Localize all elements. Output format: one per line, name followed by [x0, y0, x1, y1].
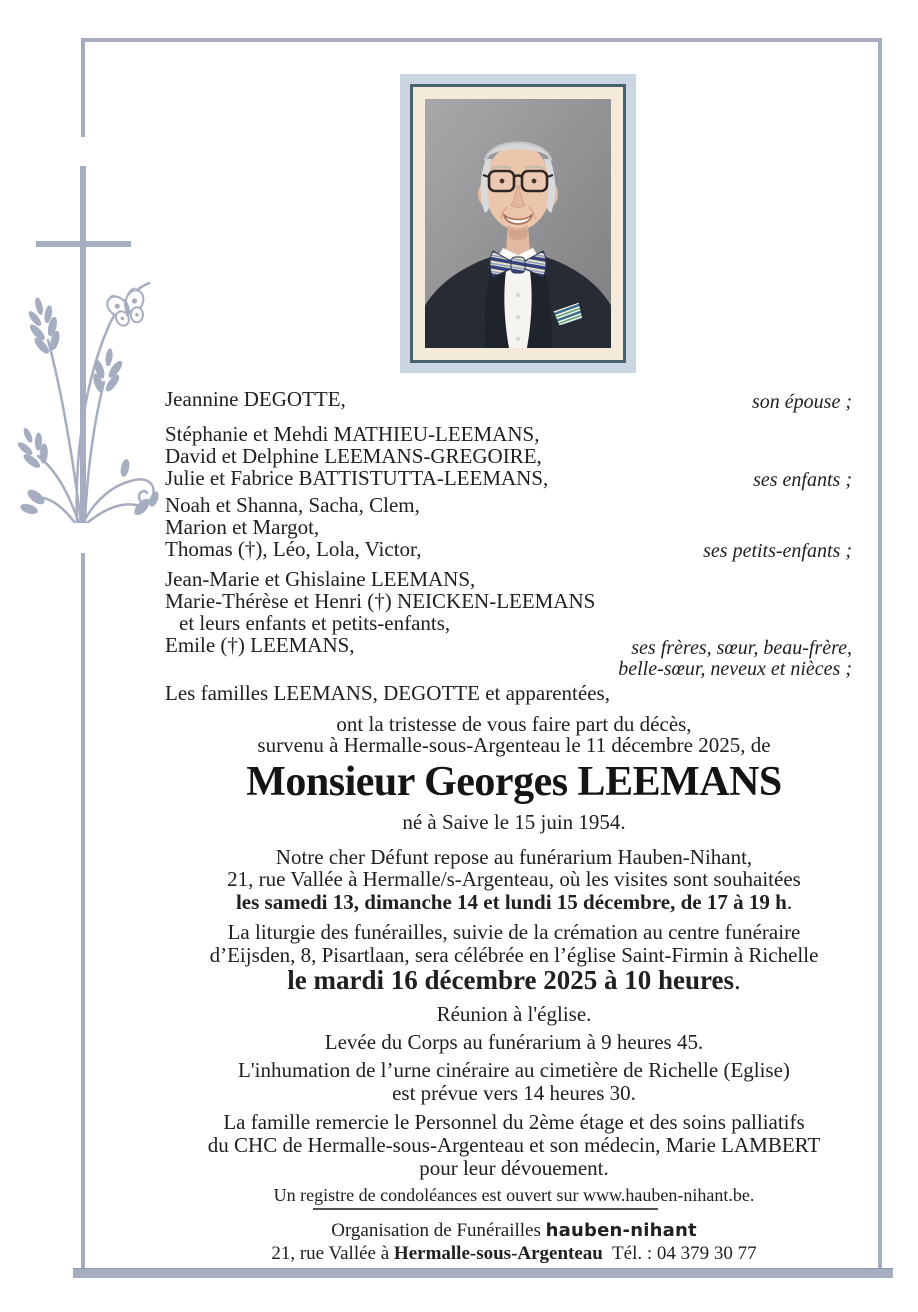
floral-decoration: [15, 268, 165, 523]
memorial-cross-bar: [36, 241, 131, 247]
announcement-line: du CHC de Hermalle-sous-Argenteau et son médecin, Marie LAMBERT: [207, 1133, 821, 1157]
relation-label: ses petits-enfants ;: [703, 540, 852, 562]
announcement-line: Notre cher Défunt repose au funérarium Hauben-Nihant,: [275, 845, 753, 869]
footer-divider: [313, 1208, 658, 1210]
announcement-line: La famille remercie le Personnel du 2ème étage et des soins palliatifs: [223, 1110, 805, 1134]
ceremony-date-line: le mardi 16 décembre 2025 à 10 heures.: [287, 965, 741, 995]
family-name-line: et leurs enfants et petits-enfants,: [179, 611, 451, 635]
footer-address-line: 21, rue Vallée à Hermalle-sous-Argenteau Tél. : 04 379 30 77: [271, 1243, 757, 1264]
family-name-line: Thomas (†), Léo, Lola, Victor,: [165, 537, 422, 561]
announcement-line: ont la tristesse de vous faire part du décès,: [336, 712, 692, 736]
family-name-line: Marion et Margot,: [165, 515, 320, 539]
announcement-line: L'inhumation de l’urne cinéraire au cimetière de Richelle (Eglise): [238, 1058, 790, 1082]
portrait-photo-frame: [400, 74, 636, 373]
announcement-line: est prévue vers 14 heures 30.: [392, 1081, 636, 1105]
announcement-line: 21, rue Vallée à Hermalle/s-Argenteau, où les visites sont souhaitées: [227, 867, 801, 891]
family-name-line: Emile (†) LEEMANS,: [165, 633, 355, 657]
relation-label: ses frères, sœur, beau-frère,: [631, 637, 852, 659]
family-name-line: David et Delphine LEEMANS-GREGOIRE,: [165, 444, 542, 468]
family-name-line: Jeannine DEGOTTE,: [165, 387, 346, 411]
announcement-line: Réunion à l'église.: [436, 1002, 592, 1026]
frame-border-top: [81, 38, 882, 42]
footer-organisation-line: Organisation de Funérailles hauben-nihant: [331, 1220, 697, 1241]
announcement-line: Levée du Corps au funérarium à 9 heures 45.: [324, 1030, 704, 1054]
relation-label: belle-sœur, neveux et nièces ;: [618, 658, 852, 680]
announcement-line: pour leur dévouement.: [419, 1156, 609, 1180]
funeral-home-brand: hauben-nihant: [545, 1220, 697, 1241]
relation-label: ses enfants ;: [753, 469, 852, 491]
portrait-photo-mat: [410, 84, 626, 363]
family-name-line: Les familles LEEMANS, DEGOTTE et apparentées,: [165, 681, 610, 705]
frame-border-left-upper: [81, 38, 85, 137]
visit-dates-line: les samedi 13, dimanche 14 et lundi 15 décembre, de 17 à 19 h.: [235, 890, 793, 914]
birth-line: né à Saive le 15 juin 1954.: [402, 810, 626, 834]
family-name-line: Stéphanie et Mehdi MATHIEU-LEEMANS,: [165, 422, 540, 446]
family-name-line: Jean-Marie et Ghislaine LEEMANS,: [165, 567, 476, 591]
family-name-line: Marie-Thérèse et Henri (†) NEICKEN-LEEMANS: [165, 589, 596, 613]
relation-label: son épouse ;: [752, 391, 852, 413]
announcement-line: survenu à Hermalle-sous-Argenteau le 11 décembre 2025, de: [257, 733, 771, 757]
deceased-name-title: Monsieur Georges LEEMANS: [246, 759, 782, 805]
announcement-line: d’Eijsden, 8, Pisartlaan, sera célébrée en l’église Saint-Firmin à Richelle: [209, 943, 819, 967]
condolence-register-line: Un registre de condoléances est ouvert sur www.hauben-nihant.be.: [273, 1185, 755, 1205]
frame-border-bottom: [73, 1268, 893, 1278]
portrait-photo: [425, 99, 611, 348]
frame-border-right: [878, 38, 882, 1268]
family-name-line: Julie et Fabrice BATTISTUTTA-LEEMANS,: [165, 466, 549, 490]
family-name-line: Noah et Shanna, Sacha, Clem,: [165, 493, 420, 517]
announcement-line: La liturgie des funérailles, suivie de la crémation au centre funéraire: [227, 920, 801, 944]
frame-border-left-lower: [81, 553, 85, 1268]
